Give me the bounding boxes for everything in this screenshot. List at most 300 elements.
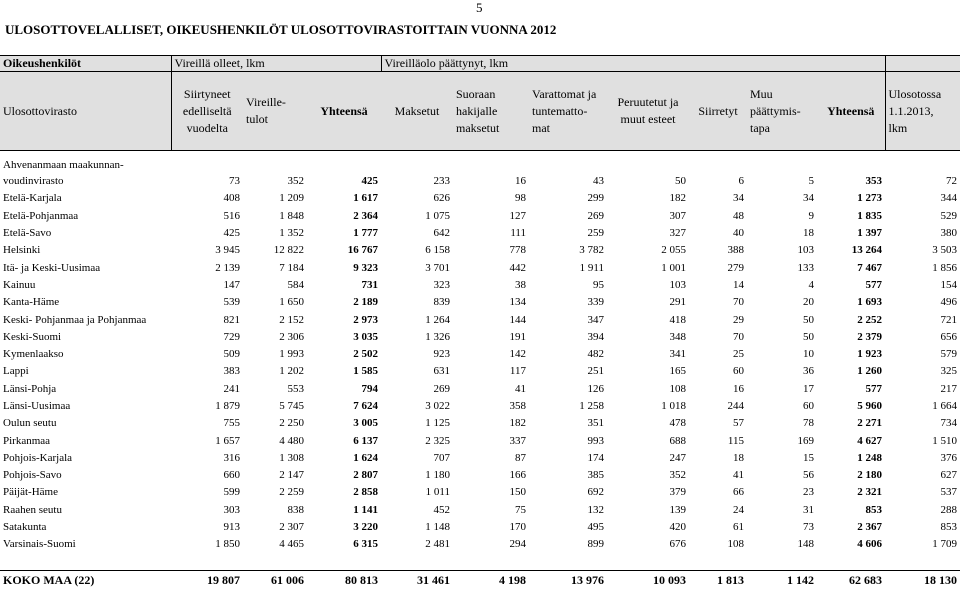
- column-header-line: tuntematto-: [532, 103, 588, 118]
- table-row: [0, 190, 960, 207]
- row-label: Raahen seutu: [3, 503, 62, 516]
- table-cell: 2 502: [353, 348, 378, 361]
- table-cell: 496: [940, 296, 957, 309]
- table-cell: 2 973: [353, 313, 378, 326]
- table-row: [0, 381, 960, 398]
- table-cell: 1 657: [215, 434, 240, 447]
- table-row: [0, 432, 960, 449]
- table-cell: 148: [797, 538, 814, 551]
- table-cell: 244: [727, 400, 744, 412]
- table-cell: 61: [733, 521, 744, 534]
- table-cell: 72: [946, 175, 957, 188]
- table-cell: 98: [515, 192, 526, 205]
- table-cell: 41: [733, 469, 744, 482]
- table-cell: 577: [865, 278, 882, 291]
- table-cell: 7 467: [857, 261, 882, 274]
- table-cell: 16: [733, 382, 744, 395]
- table-cell: 87: [515, 451, 526, 464]
- row-label: Keski- Pohjanmaa ja Pohjanmaa: [3, 313, 147, 326]
- column-header-line: Ulosotossa: [888, 86, 942, 101]
- table-cell: 5 745: [279, 400, 304, 412]
- table-cell: 147: [223, 278, 240, 291]
- table-cell: 1 777: [353, 227, 378, 240]
- table-row: [0, 294, 960, 311]
- header-group-empty: [885, 56, 960, 72]
- table-cell: 1 709: [932, 538, 957, 551]
- table-cell: 307: [669, 209, 686, 222]
- row-label: Satakunta: [3, 521, 47, 534]
- table-cell: 1 209: [279, 192, 304, 205]
- table-cell: 408: [223, 192, 240, 205]
- table-cell: 6 137: [353, 434, 378, 447]
- table-cell: 9: [808, 209, 814, 222]
- table-cell: 539: [223, 296, 240, 309]
- total-cell: 62 683: [817, 570, 885, 591]
- table-cell: 1 879: [215, 400, 240, 412]
- table-cell: 388: [727, 244, 744, 257]
- table-cell: 839: [433, 296, 450, 309]
- total-label: KOKO MAA (22): [0, 570, 171, 591]
- table-cell: 6: [738, 175, 744, 188]
- table-row: [0, 173, 960, 190]
- table-cell: 383: [223, 365, 240, 378]
- table-cell: 2 152: [279, 313, 304, 326]
- table-cell: 150: [509, 486, 526, 499]
- table-cell: 291: [669, 296, 686, 309]
- column-header-line: Varattomat ja: [532, 86, 597, 101]
- table-cell: 1 258: [579, 400, 604, 412]
- table-cell: 341: [669, 348, 686, 361]
- table-cell: 325: [940, 365, 957, 378]
- row-label: Itä- ja Keski-Uusimaa: [3, 261, 101, 274]
- table-cell: 174: [587, 451, 604, 464]
- spacer-row: [0, 554, 960, 571]
- table-cell: 111: [510, 227, 526, 240]
- column-header-3: [307, 72, 381, 151]
- table-cell: 2 364: [353, 209, 378, 222]
- row-label: Länsi-Uusimaa: [3, 400, 71, 412]
- table-row: [0, 311, 960, 328]
- table-cell: 599: [223, 486, 240, 499]
- column-header-line: muut esteet: [620, 112, 676, 126]
- table-cell: 794: [361, 382, 378, 395]
- total-cell: 4 198: [453, 570, 529, 591]
- header-group-oikeushenkilot: Oikeushenkilöt: [0, 56, 171, 72]
- table-cell: 676: [669, 538, 686, 551]
- table-row: [0, 242, 960, 259]
- table-cell: 993: [587, 434, 604, 447]
- row-label: Etelä-Pohjanmaa: [3, 209, 79, 222]
- row-label: Kanta-Häme: [3, 296, 60, 309]
- row-label: Länsi-Pohja: [3, 382, 57, 395]
- table-cell: 217: [940, 382, 957, 395]
- table-row: [0, 277, 960, 294]
- table-cell: 9 323: [353, 261, 378, 274]
- table-cell: 5 960: [857, 400, 882, 412]
- prefix-row: [0, 151, 960, 174]
- column-header-line: tulot: [246, 112, 269, 126]
- table-cell: 579: [940, 348, 957, 361]
- table-cell: 1 923: [857, 348, 882, 361]
- table-cell: 821: [223, 313, 240, 326]
- table-cell: 31: [803, 503, 814, 516]
- row-label: Oulun seutu: [3, 417, 57, 430]
- table-cell: 57: [733, 417, 744, 430]
- table-cell: 656: [940, 330, 957, 343]
- column-header-line: Yhteensä: [827, 103, 875, 118]
- table-cell: 259: [587, 227, 604, 240]
- row-label: Pirkanmaa: [3, 434, 51, 447]
- table-cell: 337: [509, 434, 526, 447]
- column-header-line: Muu: [750, 86, 773, 101]
- table-cell: 16 767: [347, 244, 378, 257]
- table-cell: 1 202: [279, 365, 304, 378]
- table-cell: 169: [797, 434, 814, 447]
- table-cell: 1 510: [932, 434, 957, 447]
- table-cell: 1 397: [857, 227, 882, 240]
- column-header-line: 1.1.2013,: [888, 103, 934, 118]
- table-cell: 3 035: [353, 330, 378, 343]
- table-cell: 13 264: [851, 244, 882, 257]
- table-row: [0, 467, 960, 484]
- total-cell: 19 807: [171, 570, 243, 591]
- table-cell: 3 503: [932, 244, 957, 257]
- table-cell: 1 273: [857, 192, 882, 205]
- total-cell: 1 813: [689, 570, 747, 591]
- table-cell: 627: [940, 469, 957, 482]
- table-cell: 139: [669, 503, 686, 516]
- header-group-vireilla: Vireillä olleet, lkm: [171, 56, 381, 72]
- table-cell: 7 184: [279, 261, 304, 274]
- total-row: [0, 570, 960, 591]
- table-cell: 117: [509, 365, 526, 378]
- table-cell: 34: [733, 192, 744, 205]
- table-cell: 38: [515, 278, 526, 291]
- table-cell: 323: [433, 278, 450, 291]
- table-cell: 1 848: [279, 209, 304, 222]
- table-row: [0, 259, 960, 276]
- table-cell: 853: [940, 521, 957, 534]
- table-cell: 899: [587, 538, 604, 551]
- table-cell: 3 220: [353, 521, 378, 534]
- table-cell: 379: [669, 486, 686, 499]
- table-cell: 316: [223, 451, 240, 464]
- table-cell: 269: [433, 382, 450, 395]
- table-cell: 584: [287, 278, 304, 291]
- table-cell: 1 326: [425, 330, 450, 343]
- table-cell: 358: [509, 400, 526, 412]
- page-title: ULOSOTTOVELALLISET, OIKEUSHENKILÖT ULOSOTTOVIRASTOITTAIN VUONNA 2012: [5, 22, 557, 37]
- table-cell: 2 147: [279, 469, 304, 482]
- column-header-row: [0, 72, 960, 151]
- table-cell: 3 005: [353, 417, 378, 430]
- table-cell: 1 617: [353, 192, 378, 205]
- table-cell: 25: [733, 348, 744, 361]
- column-header-line: päättymis-: [750, 103, 801, 118]
- table-cell: 2 252: [857, 313, 882, 326]
- table-cell: 1 260: [857, 365, 882, 378]
- table-row: [0, 398, 960, 415]
- table-cell: 1 993: [279, 348, 304, 361]
- table-cell: 1 075: [425, 209, 450, 222]
- table-cell: 4 606: [857, 538, 882, 551]
- table-cell: 2 379: [857, 330, 882, 343]
- total-cell: 13 976: [529, 570, 607, 591]
- header-group-row: [0, 56, 960, 72]
- table-cell: 2 189: [353, 296, 378, 309]
- table-cell: 73: [229, 175, 240, 188]
- table-cell: 70: [733, 330, 744, 343]
- table-cell: 43: [593, 175, 604, 188]
- column-header-line: Ulosottovirasto: [3, 103, 77, 118]
- table-cell: 4 465: [279, 538, 304, 551]
- table-cell: 1 264: [425, 313, 450, 326]
- column-header-line: Peruutetut ja: [617, 95, 679, 109]
- table-cell: 351: [587, 417, 604, 430]
- table-cell: 36: [803, 365, 814, 378]
- table-row: [0, 329, 960, 346]
- table-cell: 442: [509, 261, 526, 274]
- table-row: [0, 519, 960, 536]
- table-row: [0, 502, 960, 519]
- table-row: [0, 450, 960, 467]
- table-cell: 17: [803, 382, 814, 395]
- table-cell: 577: [865, 382, 882, 395]
- table-cell: 1 585: [353, 365, 378, 378]
- table-cell: 913: [223, 521, 240, 534]
- table-cell: 127: [509, 209, 526, 222]
- row-label: Pohjois-Savo: [3, 469, 62, 482]
- table-cell: 3 022: [425, 400, 450, 412]
- row-label: Lappi: [3, 365, 29, 378]
- table-cell: 352: [669, 469, 686, 482]
- table-cell: 2 321: [857, 486, 882, 499]
- table-cell: 40: [733, 227, 744, 240]
- table-cell: 233: [433, 175, 450, 188]
- row-label: Pohjois-Karjala: [3, 451, 73, 464]
- table-cell: 838: [287, 503, 304, 516]
- table-cell: 2 250: [279, 417, 304, 430]
- column-header-line: Siirretyt: [698, 103, 738, 118]
- column-header-line: Maksetut: [394, 103, 440, 118]
- table-cell: 18: [733, 451, 744, 464]
- table-cell: 692: [587, 486, 604, 499]
- table-cell: 425: [223, 227, 240, 240]
- table-cell: 1 180: [425, 469, 450, 482]
- table-cell: 1 011: [425, 486, 450, 499]
- table-cell: 380: [940, 227, 957, 240]
- table-cell: 688: [669, 434, 686, 447]
- column-header-line: tapa: [750, 120, 770, 135]
- table-cell: 529: [940, 209, 957, 222]
- table-cell: 34: [803, 192, 814, 205]
- table-row: [0, 208, 960, 225]
- table-cell: 50: [675, 175, 686, 188]
- total-cell: 18 130: [885, 570, 960, 591]
- column-header-2: [243, 72, 307, 151]
- table-cell: 23: [803, 486, 814, 499]
- table-cell: 78: [803, 417, 814, 430]
- table-cell: 108: [669, 382, 686, 395]
- total-cell: 31 461: [381, 570, 453, 591]
- table-cell: 299: [587, 192, 604, 205]
- row-label: Kymenlaakso: [3, 348, 64, 361]
- page-number: 5: [476, 0, 483, 15]
- table-cell: 1 352: [279, 227, 304, 240]
- row-label: Varsinais-Suomi: [3, 538, 76, 551]
- table-cell: 4: [808, 278, 814, 291]
- column-header-line: lkm: [888, 120, 908, 135]
- column-header-line: Yhteensä: [320, 103, 368, 118]
- table-cell: 247: [669, 451, 686, 464]
- table-row: [0, 415, 960, 432]
- table-cell: 4 627: [857, 434, 882, 447]
- row-label-prefix: Ahvenanmaan maakunnan-: [3, 159, 124, 171]
- table-cell: 1 148: [425, 521, 450, 534]
- column-header-1: [171, 72, 243, 151]
- column-header-6: [529, 72, 607, 151]
- table-cell: 376: [940, 451, 957, 464]
- table-cell: 154: [940, 278, 957, 291]
- table-cell: 5: [808, 175, 814, 188]
- table-cell: 1 650: [279, 296, 304, 309]
- table-cell: 452: [433, 503, 450, 516]
- table-body: [0, 151, 960, 591]
- table-cell: 1 141: [353, 503, 378, 516]
- table-cell: 60: [733, 365, 744, 378]
- table-cell: 509: [223, 348, 240, 361]
- table-cell: 3 945: [215, 244, 240, 257]
- row-label: Keski-Suomi: [3, 330, 62, 343]
- table-cell: 2 325: [425, 434, 450, 447]
- table-cell: 132: [587, 503, 604, 516]
- statistics-table-container: [0, 55, 960, 591]
- table-cell: 778: [509, 244, 526, 257]
- table-cell: 2 271: [857, 417, 882, 430]
- table-cell: 394: [587, 330, 604, 343]
- column-header-11: [885, 72, 960, 151]
- table-row: [0, 363, 960, 380]
- row-label: Kainuu: [3, 278, 36, 291]
- table-cell: 853: [865, 503, 882, 516]
- table-cell: 73: [803, 521, 814, 534]
- table-cell: 339: [587, 296, 604, 309]
- table-cell: 191: [509, 330, 526, 343]
- table-cell: 734: [940, 417, 957, 430]
- column-header-line: Vireille-: [246, 95, 286, 109]
- table-cell: 495: [587, 521, 604, 534]
- table-cell: 14: [733, 278, 744, 291]
- table-cell: 48: [733, 209, 744, 222]
- table-cell: 142: [509, 348, 526, 361]
- table-cell: 6 315: [353, 538, 378, 551]
- table-cell: 251: [587, 365, 604, 378]
- table-cell: 385: [587, 469, 604, 482]
- table-cell: 1 856: [932, 261, 957, 274]
- table-cell: 482: [587, 348, 604, 361]
- table-cell: 1 248: [857, 451, 882, 464]
- total-cell: 80 813: [307, 570, 381, 591]
- table-cell: 1 850: [215, 538, 240, 551]
- table-cell: 279: [727, 261, 744, 274]
- row-label: Etelä-Savo: [3, 227, 52, 240]
- column-header-9: [747, 72, 817, 151]
- table-cell: 642: [433, 227, 450, 240]
- column-header-7: [607, 72, 689, 151]
- table-cell: 29: [733, 313, 744, 326]
- table-cell: 420: [669, 521, 686, 534]
- table-cell: 626: [433, 192, 450, 205]
- table-cell: 56: [803, 469, 814, 482]
- table-cell: 288: [940, 503, 957, 516]
- table-cell: 353: [865, 175, 882, 188]
- table-cell: 66: [733, 486, 744, 499]
- table-cell: 170: [509, 521, 526, 534]
- table-cell: 1 125: [425, 417, 450, 430]
- table-cell: 134: [509, 296, 526, 309]
- table-cell: 115: [727, 434, 744, 447]
- table-cell: 707: [433, 451, 450, 464]
- table-row: [0, 346, 960, 363]
- table-cell: 553: [287, 382, 304, 395]
- table-cell: 327: [669, 227, 686, 240]
- table-cell: 2 259: [279, 486, 304, 499]
- table-cell: 50: [803, 330, 814, 343]
- table-cell: 108: [727, 538, 744, 551]
- table-cell: 7 624: [353, 400, 378, 412]
- column-header-0: [0, 72, 171, 151]
- table-cell: 660: [223, 469, 240, 482]
- table-cell: 721: [940, 313, 957, 326]
- table-cell: 425: [361, 175, 378, 188]
- table-cell: 2 307: [279, 521, 304, 534]
- table-cell: 10: [803, 348, 814, 361]
- table-cell: 478: [669, 417, 686, 430]
- table-cell: 1 308: [279, 451, 304, 464]
- table-cell: 182: [509, 417, 526, 430]
- table-cell: 2 180: [857, 469, 882, 482]
- table-cell: 1 835: [857, 209, 882, 222]
- row-label: Etelä-Karjala: [3, 192, 62, 205]
- table-cell: 18: [803, 227, 814, 240]
- table-cell: 2 807: [353, 469, 378, 482]
- table-cell: 4 480: [279, 434, 304, 447]
- column-header-line: hakijalle: [456, 103, 498, 118]
- table-cell: 2 481: [425, 538, 450, 551]
- column-header-line: edelliseltä: [182, 103, 232, 118]
- table-cell: 418: [669, 313, 686, 326]
- table-cell: 2 367: [857, 521, 882, 534]
- table-cell: 12 822: [273, 244, 304, 257]
- table-cell: 1 018: [661, 400, 686, 412]
- table-cell: 923: [433, 348, 450, 361]
- table-cell: 41: [515, 382, 526, 395]
- row-label: Päijät-Häme: [3, 486, 58, 499]
- table-cell: 303: [223, 503, 240, 516]
- column-header-4: [381, 72, 453, 151]
- table-cell: 2 139: [215, 261, 240, 274]
- table-cell: 75: [515, 503, 526, 516]
- table-cell: 1 624: [353, 451, 378, 464]
- table-cell: 516: [223, 209, 240, 222]
- table-cell: 347: [587, 313, 604, 326]
- column-header-line: Siirtyneet: [183, 86, 231, 101]
- table-cell: 16: [515, 175, 526, 188]
- table-cell: 729: [223, 330, 240, 343]
- row-label: Helsinki: [3, 244, 41, 257]
- table-cell: 3 782: [579, 244, 604, 257]
- table-cell: 144: [509, 313, 526, 326]
